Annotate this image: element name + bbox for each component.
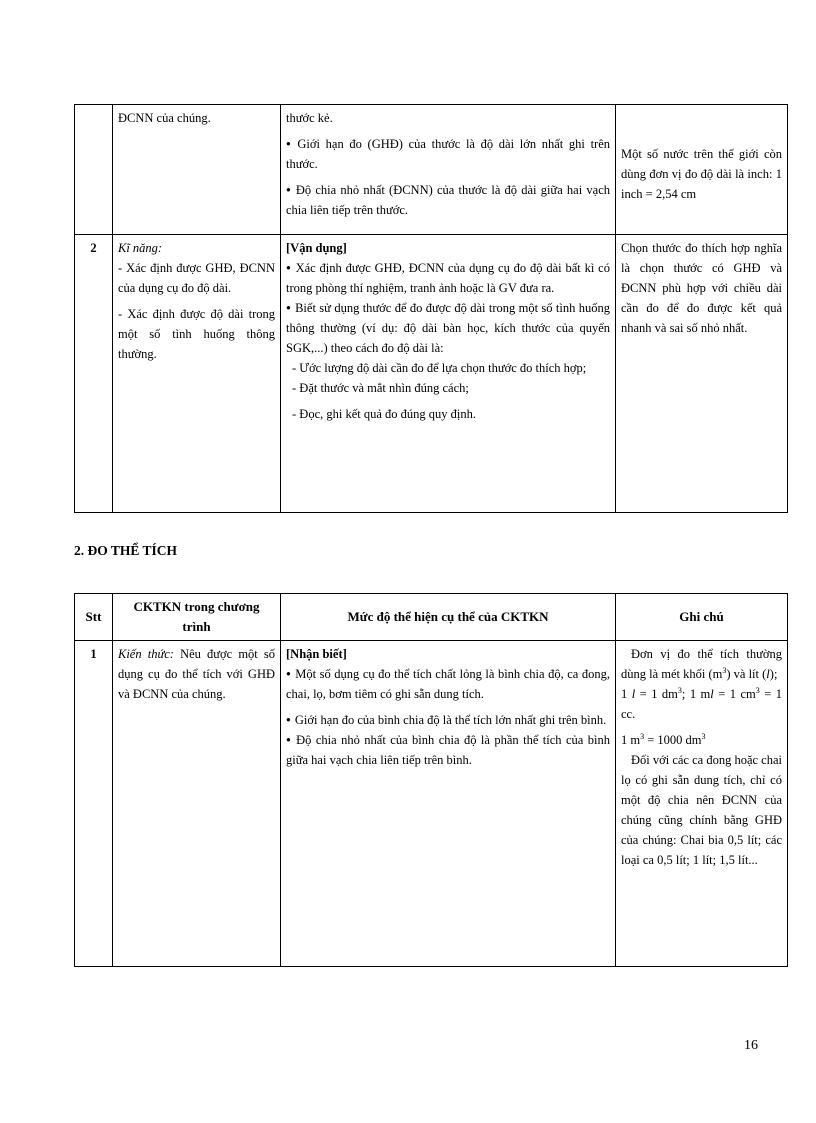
- criteria-body: Nêu được một số dụng cụ đo thể tích với GHĐ và ĐCNN của chúng.: [118, 647, 275, 701]
- level-bullet: ● Xác định được GHĐ, ĐCNN của dụng cụ đo độ dài bất kì có trong phòng thí nghiệm, tranh ảnh hoặc là GV đưa ra.: [286, 258, 610, 298]
- level-bullet: ● Một số dụng cụ đo thể tích chất lỏng là bình chia độ, ca đong, chai, lọ, bơm tiêm có ghi sẵn dung tích.: [286, 664, 610, 704]
- criteria-text: [118, 644, 275, 704]
- stt-cell: 1: [75, 641, 113, 967]
- note-text: Đối với các ca đong hoặc chai lọ có ghi sẵn dung tích, chỉ có một độ chia nên ĐCNN của chúng cũng chính bằng GHĐ của chúng: Chai bia 0,5 lít; các loại ca 0,5 lít; 1 lít; 1,5 lít...: [621, 753, 782, 867]
- level-dash-item: - Ước lượng độ dài cần đo để lựa chọn thước đo thích hợp;: [292, 361, 587, 375]
- level-cell: [281, 641, 616, 967]
- criteria-heading: Kiến thức:: [118, 647, 174, 661]
- criteria-item: - Xác định được độ dài trong một số tình huống thông thường.: [118, 307, 275, 361]
- level-cell: [281, 235, 616, 513]
- note-cell: [616, 641, 788, 967]
- skills-table-volume: [74, 593, 788, 967]
- section-title: 2. ĐO THỂ TÍCH: [74, 543, 178, 558]
- note-units: Đơn vị đo thể tích thường dùng là mét khối $(m^3)$ và lít (l);: [621, 647, 782, 681]
- level-bullet: ● Độ chia nhỏ nhất của bình chia độ là phần thể tích của bình giữa hai vạch chia liên tiếp trên bình.: [286, 730, 610, 770]
- table-row: [75, 641, 788, 967]
- level-heading: [Nhận biết]: [286, 647, 347, 661]
- header-criteria: CKTKN trong chương trình: [113, 594, 281, 641]
- note-text: Một số nước trên thế giới còn dùng đơn vị đo độ dài là inch: 1 inch = 2,54 cm: [621, 147, 782, 201]
- level-dash-item: - Đặt thước và mắt nhìn đúng cách;: [292, 381, 469, 395]
- level-cell: [281, 105, 616, 235]
- criteria-cell: [113, 105, 281, 235]
- table-row: [75, 105, 788, 235]
- level-bullet: ● Biết sử dụng thước để đo được độ dài trong một số tình huống thông thường (ví dụ: độ dài bàn học, kích thước của quyển SGK,...) theo cách đo độ dài là:: [286, 298, 610, 358]
- note-cell: [616, 235, 788, 513]
- table-row: [75, 235, 788, 513]
- level-text: thước kẻ.: [286, 111, 333, 125]
- note-text: Chọn thước đo thích hợp nghĩa là chọn thước có GHĐ và ĐCNN phù hợp với chiều dài cần đo để đo được kết quả nhanh và sai số nhỏ nhất.: [621, 241, 782, 335]
- page-number: 16: [744, 1038, 758, 1053]
- criteria-cell: [113, 235, 281, 513]
- table-header-row: [75, 594, 788, 641]
- criteria-item: - Xác định được GHĐ, ĐCNN của dụng cụ đo độ dài.: [118, 261, 275, 295]
- skills-table-length: [74, 104, 788, 513]
- level-bullet: ● Giới hạn đo (GHĐ) của thước là độ dài lớn nhất ghi trên thước.: [286, 134, 610, 174]
- stt-cell: [75, 105, 113, 235]
- criteria-heading: Kĩ năng:: [118, 241, 163, 255]
- header-note: Ghi chú: [616, 594, 788, 641]
- header-stt: Stt: [75, 594, 113, 641]
- criteria-text: ĐCNN của chúng.: [118, 111, 211, 125]
- note-conversion-2: 1 $m^3 = 1000$ $dm^3$: [621, 731, 706, 747]
- level-bullet: ● Giới hạn đo của bình chia độ là thể tích lớn nhất ghi trên bình.: [286, 710, 610, 730]
- criteria-cell: [113, 641, 281, 967]
- note-cell: [616, 105, 788, 235]
- stt-cell: 2: [75, 235, 113, 513]
- level-dash-item: - Đọc, ghi kết quả đo đúng quy định.: [292, 407, 477, 421]
- level-heading: [Vận dụng]: [286, 241, 347, 255]
- note-conversion: 1 l = 1 $dm^3$; 1 ml = 1 $cm^3 = 1$ cc.: [621, 685, 782, 721]
- header-level: Mức độ thể hiện cụ thể của CKTKN: [281, 594, 616, 641]
- level-bullet: ● Độ chia nhỏ nhất (ĐCNN) của thước là độ dài giữa hai vạch chia liên tiếp trên thước.: [286, 180, 610, 220]
